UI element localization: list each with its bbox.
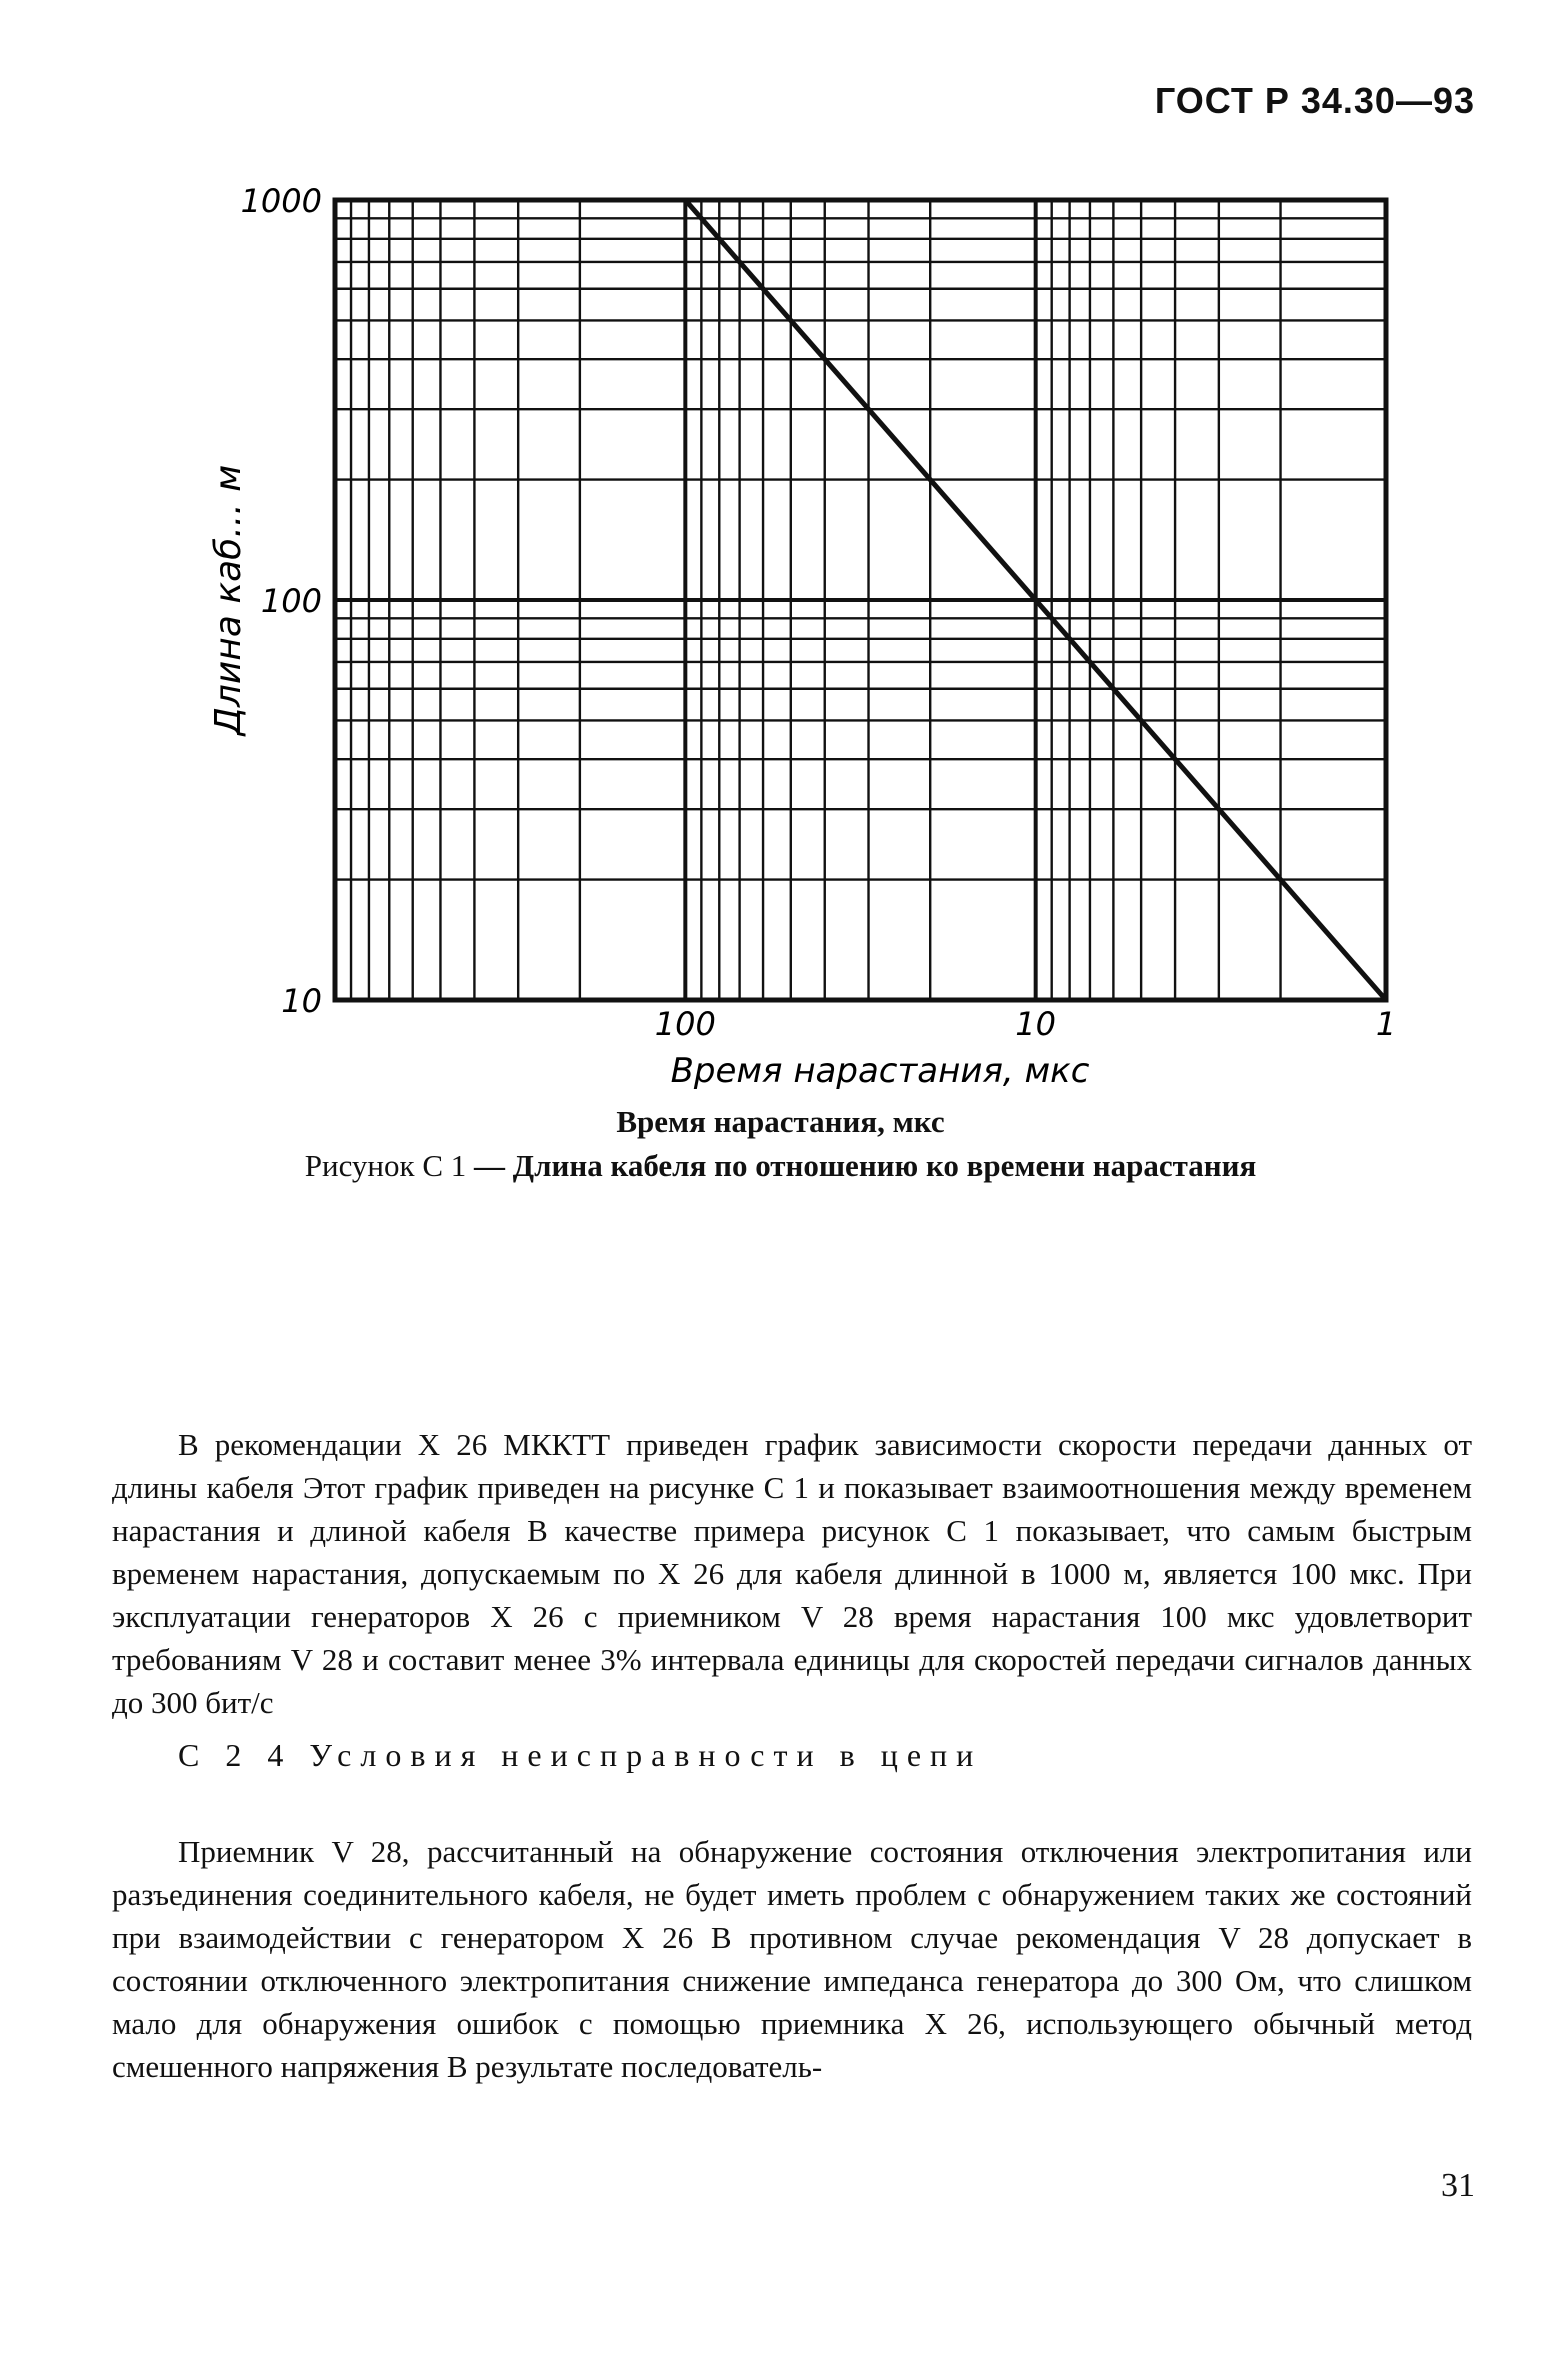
- body-paragraph-2: Приемник V 28, рассчитанный на обнаружение состояния отключения электропитания или разъединения соединительного кабеля, не будет иметь проблем с обнаружением таких же состояний при взаимодействии с генератором Х 26 В противном случае рекомендация V 28 допускает в состоянии отключенного электропитания снижение импеданса генератора до 300 Ом, что слишком мало для обнаружения ошибок с помощью приемника Х 26, использующего обычный метод смешенного напряжения В результате последователь-: [112, 1834, 1472, 2084]
- chart-y-axis-label: Длина каб... м: [208, 464, 249, 736]
- chart-horizontal-gridlines: [335, 218, 1386, 1000]
- chart-y-tick-label: 100: [260, 582, 322, 620]
- chart-x-tick-labels: [655, 1005, 1396, 1043]
- chart-y-tick-label: 10: [281, 982, 322, 1020]
- body-paragraph-1: В рекомендации Х 26 МККТТ приведен график зависимости скорости передачи данных от длины кабеля Этот график приведен на рисунке С 1 и показывает взаимоотношения между временем нарастания и длиной кабеля В качестве примера рисунок С 1 показывает, что самым быстрым временем нарастания, допускаемым по Х 26 для кабеля длинной в 1000 м, является 100 мкс. При эксплуатации генераторов Х 26 с приемником V 28 время нарастания 100 мкс удовлетворит требованиям V 28 и составит менее 3% интервала единицы для скоростей передачи сигналов данных до 300 бит/с: [112, 1427, 1472, 1720]
- document-header: ГОСТ Р 34.30—93: [1154, 80, 1475, 121]
- chart-x-tick-label: 100: [654, 1005, 716, 1043]
- figure-title: Время нарастания, мкс: [616, 1104, 945, 1139]
- chart-x-axis-label: Время нарастания, мкс: [670, 1051, 1090, 1090]
- figure-caption-label: Рисунок С 1: [304, 1148, 467, 1183]
- cable-length-chart: [0, 0, 1561, 1090]
- section-heading: С 2 4 Условия неисправности в цепи: [178, 1737, 983, 1773]
- page-number: 31: [1441, 2167, 1475, 2204]
- chart-x-tick-label: 1: [1375, 1005, 1397, 1043]
- figure-caption: [0, 1148, 1561, 1184]
- chart-y-tick-label: 1000: [240, 182, 322, 220]
- chart-x-tick-label: 10: [1015, 1005, 1057, 1043]
- figure-caption-text: — Длина кабеля по отношению ко времени нарастания: [474, 1148, 1257, 1183]
- chart-y-tick-labels: [241, 182, 322, 1020]
